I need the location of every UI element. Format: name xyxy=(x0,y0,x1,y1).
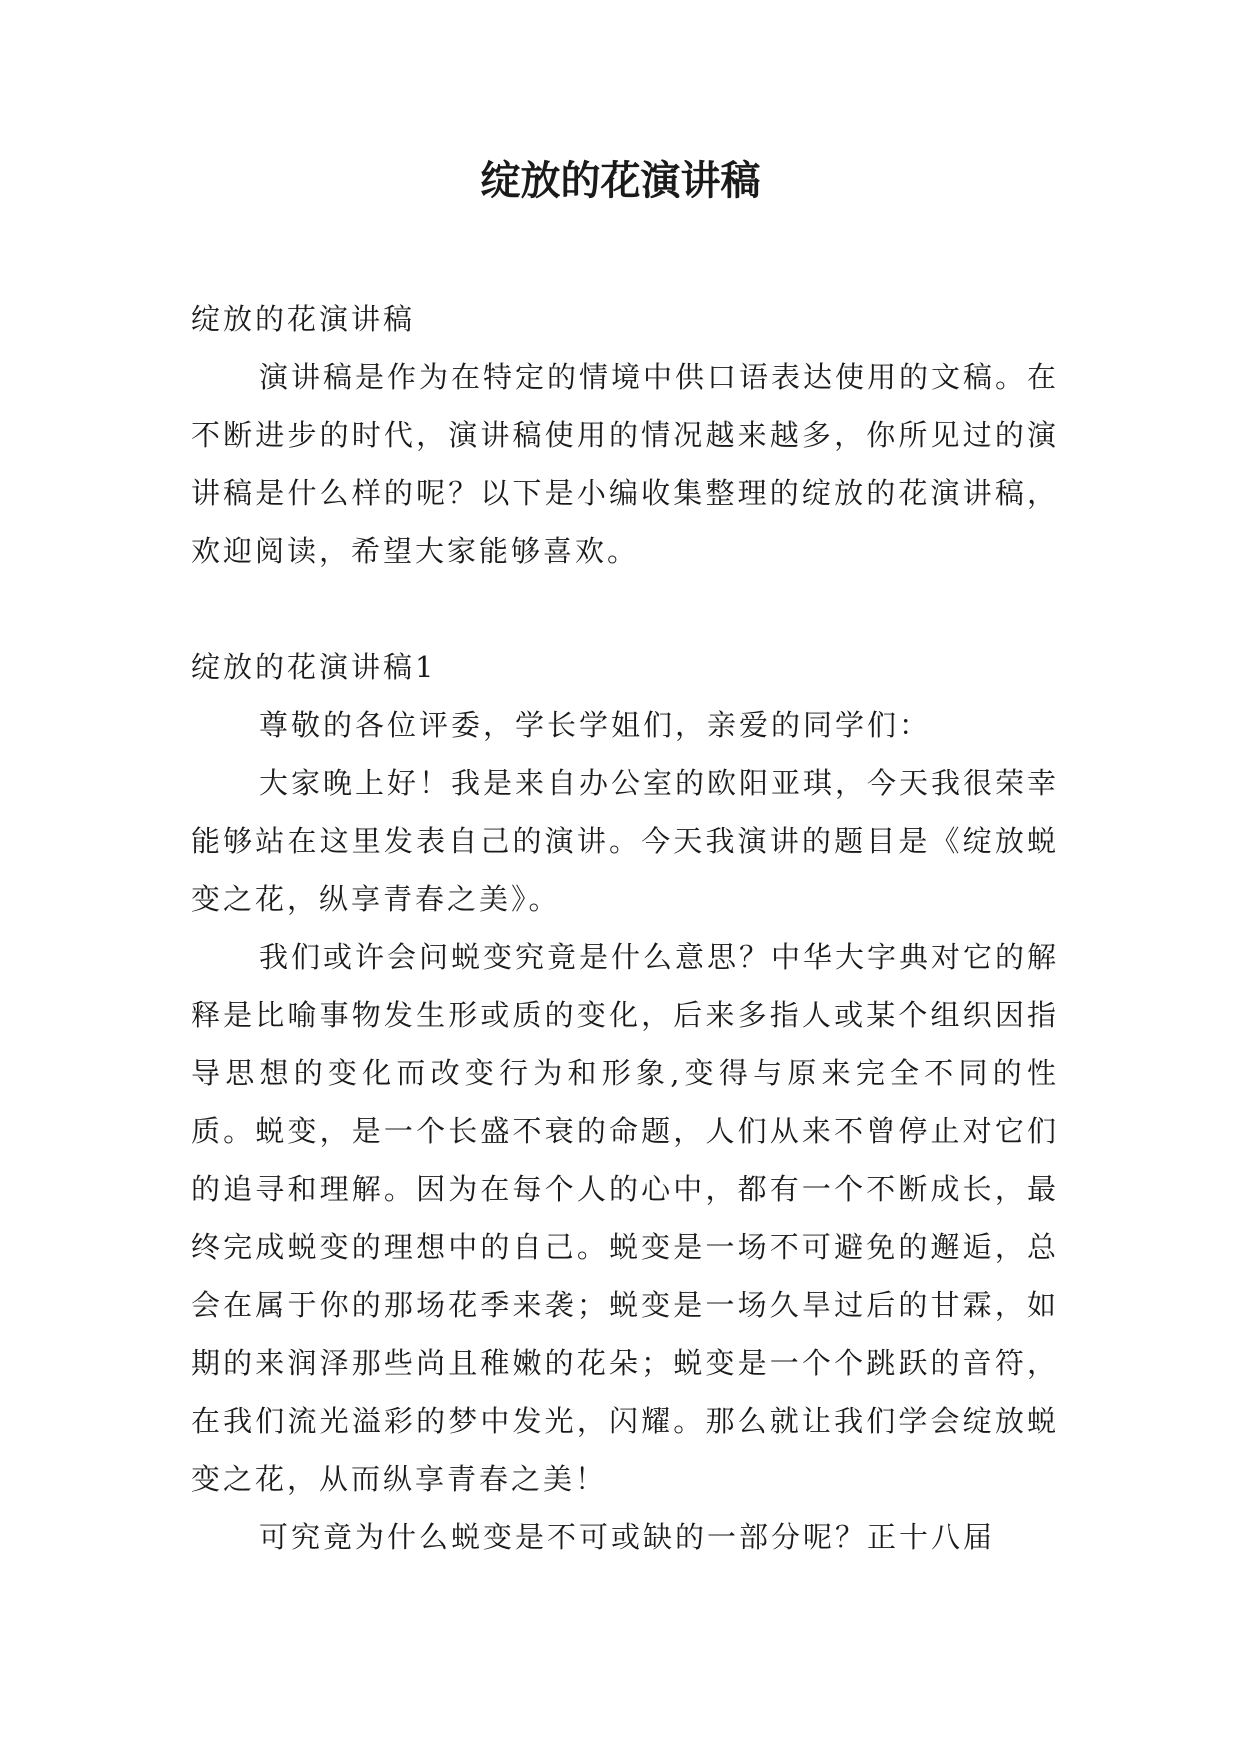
section-spacer xyxy=(191,580,1059,638)
intro-paragraph: 演讲稿是作为在特定的情境中供口语表达使用的文稿。在不断进步的时代，演讲稿使用的情况越来越多，你所见过的演讲稿是什么样的呢？以下是小编收集整理的绽放的花演讲稿，欢迎阅读，希望大家能够喜欢。 xyxy=(191,360,1060,568)
section1-paragraph: 我们或许会问蜕变究竟是什么意思？中华大字典对它的解释是比喻事物发生形或质的变化，后来多指人或某个组织因指导思想的变化而改变行为和形象,变得与原来完全不同的性质。蜕变，是一个长盛不衰的命题，人们从来不曾停止对它们的追寻和理解。因为在每个人的心中，都有一个不断成长，最终完成蜕变的理想中的自己。蜕变是一场不可避免的邂逅，总会在属于你的那场花季来袭；蜕变是一场久旱过后的甘霖，如期的来润泽那些尚且稚嫩的花朵；蜕变是一个个跳跃的音符，在我们流光溢彩的梦中发光，闪耀。那么就让我们学会绽放蜕变之花，从而纵享青春之美！ xyxy=(191,940,1060,1496)
document-body xyxy=(191,290,1059,1566)
intro-heading: 绽放的花演讲稿 xyxy=(191,302,416,336)
section1-heading: 绽放的花演讲稿1 xyxy=(191,650,437,684)
section1-paragraph: 大家晚上好！我是来自办公室的欧阳亚琪，今天我很荣幸能够站在这里发表自己的演讲。今天我演讲的题目是《绽放蜕变之花，纵享青春之美》。 xyxy=(191,766,1060,916)
section1-paragraph: 尊敬的各位评委，学长学姐们，亲爱的同学们： xyxy=(259,708,932,742)
document-title: 绽放的花演讲稿 xyxy=(480,157,761,204)
section1-paragraph: 可究竟为什么蜕变是不可或缺的一部分呢？正十八届 xyxy=(259,1520,996,1554)
